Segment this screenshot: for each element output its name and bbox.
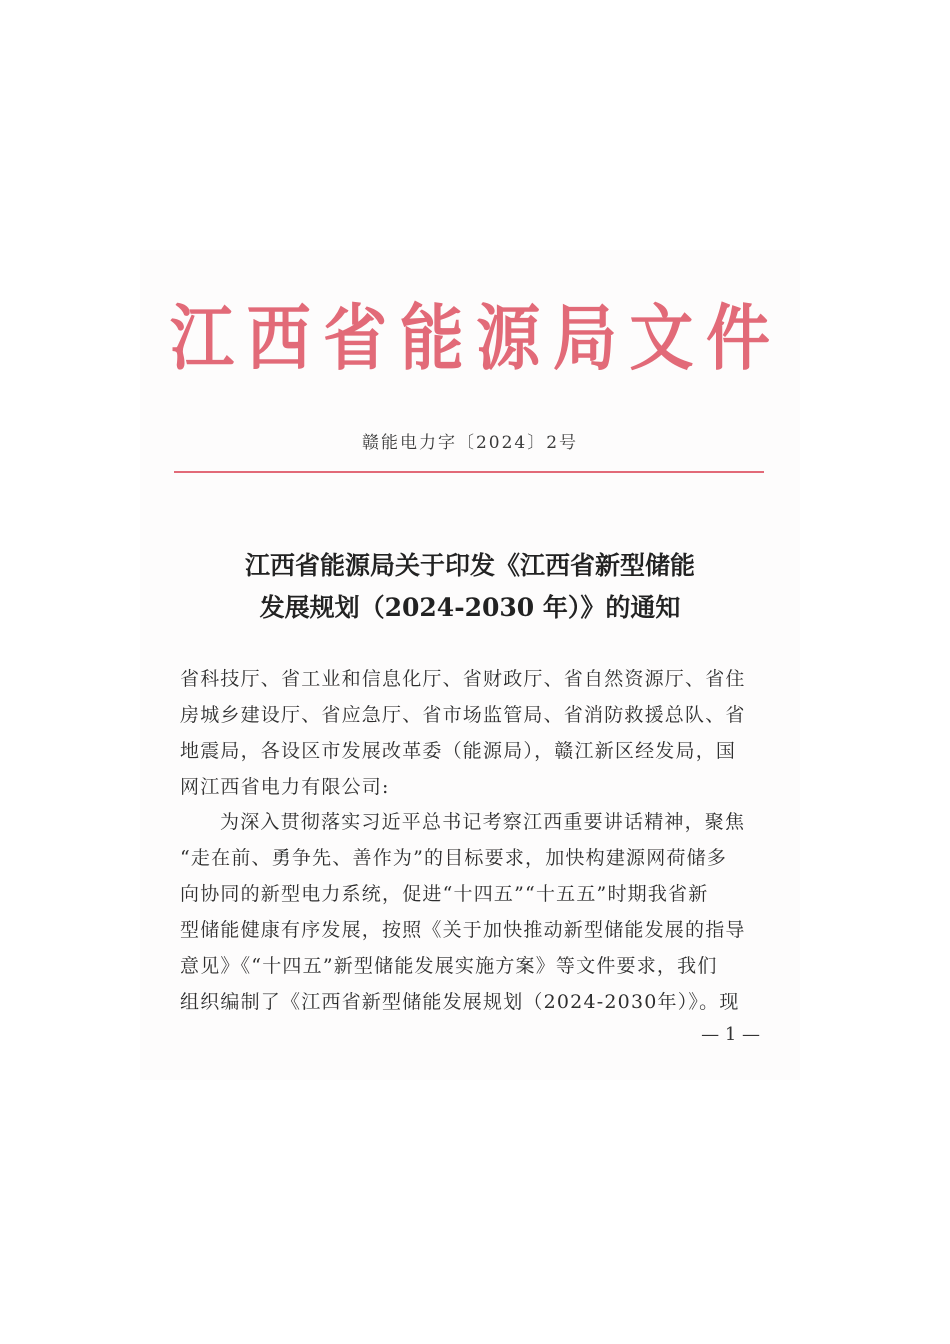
document-header [170,288,770,382]
text-line: 省科技厅、省工业和信息化厅、省财政厅、省自然资源厅、省住 [180,668,746,690]
header-char: 源 [476,297,541,382]
page-number: — 1 — [701,1024,760,1045]
text-line: 意见》《“十四五”新型储能发展实施方案》等文件要求，我们 [180,955,718,977]
header-char: 江 [170,297,234,382]
text-line: 网江西省电力有限公司: [180,776,390,798]
title-line: 江西省能源局关于印发《江西省新型储能 [244,551,695,580]
text-line: 组织编制了《江西省新型储能发展规划（2024-2030年）》。现 [180,991,740,1013]
header-char: 文 [629,297,694,382]
red-divider [174,471,764,473]
document-title [150,545,790,629]
text-line: 为深入贯彻落实习近平总书记考察江西重要讲话精神，聚焦 [220,811,746,833]
header-char: 能 [399,297,464,382]
body-paragraph [180,804,762,1020]
document-number: 赣能电力字〔2024〕2号 [361,433,579,453]
header-char: 省 [323,297,388,382]
text-line: 向协同的新型电力系统，促进“十四五”“十五五”时期我省新 [180,883,709,905]
title-line: 发展规划（2024-2030 年）》的通知 [259,593,681,622]
recipients-list [180,661,762,805]
text-line: “走在前、勇争先、善作为”的目标要求，加快构建源网荷储多 [180,847,728,869]
header-char: 西 [246,297,311,382]
header-char: 局 [552,297,617,382]
text-line: 房城乡建设厅、省应急厅、省市场监管局、省消防救援总队、省 [180,704,746,726]
text-line: 地震局，各设区市发展改革委（能源局），赣江新区经发局，国 [180,740,737,762]
header-char: 件 [705,297,770,382]
text-line: 型储能健康有序发展，按照《关于加快推动新型储能发展的指导 [180,919,746,941]
